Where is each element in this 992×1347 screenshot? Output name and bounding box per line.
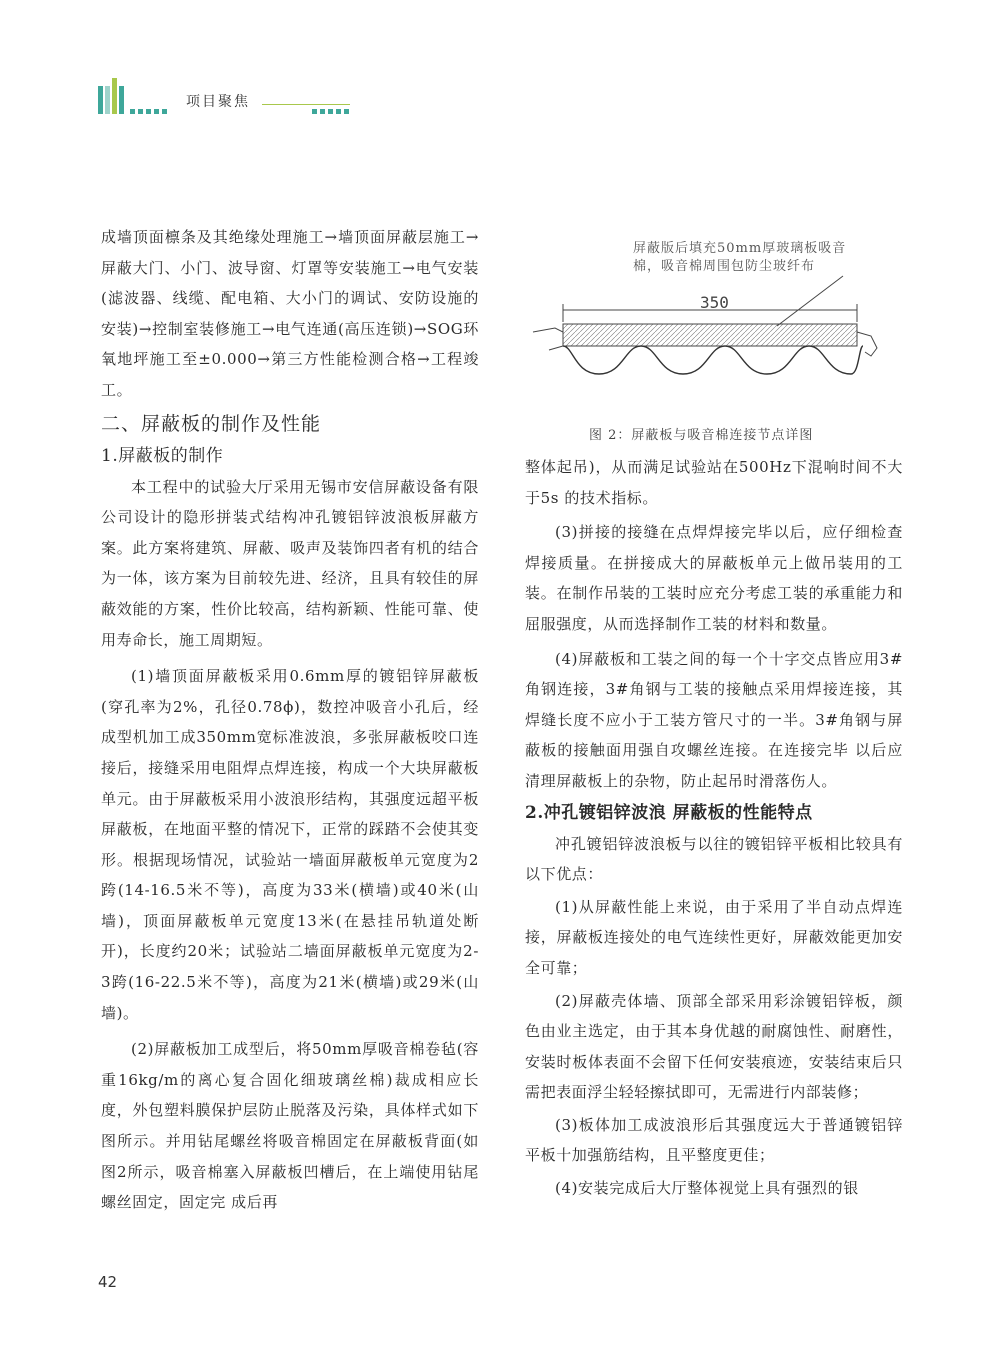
body-paragraph: (4)屏蔽板和工装之间的每一个十字交点皆应用3#角钢连接，3#角钢与工装的接触点采用焊接连接，其焊缝长度不应小于工装方管尺寸的一半。3#角钢与屏蔽板的接触面用强自攻螺丝连接。在连接完毕 以后应清理屏蔽板上的杂物，防止起吊时滑落伤人。 (525, 649, 903, 790)
logo-dot (138, 109, 143, 114)
logo-dot (154, 109, 159, 114)
body-paragraph: 本工程中的试验大厅采用无锡市安信屏蔽设备有限公司设计的隐形拼装式结构冲孔镀铝锌波浪板屏蔽方案。此方案将建筑、屏蔽、吸声及装饰四者有机的结合为一体，该方案为目前较先进、经济，且具有较佳的屏蔽效能的方案，性价比较高，结构新颖、性能可靠、使用寿命长，施工周期短。 (101, 477, 479, 649)
section-title: 项目聚焦 (186, 94, 250, 110)
subsection-heading: 1.屏蔽板的制作 (101, 445, 224, 466)
panel-edge-left (533, 328, 563, 350)
header-dot (336, 109, 341, 114)
logo-bar (119, 86, 124, 114)
logo-dot (130, 109, 135, 114)
logo-bar (98, 86, 103, 114)
header-dot (320, 109, 325, 114)
dimension-label: 350 (700, 293, 729, 312)
figure-2 (525, 232, 905, 450)
body-paragraph: (1)墙顶面屏蔽板采用0.6mm厚的镀铝锌屏蔽板(穿孔率为2%，孔径0.78ϕ)，数控冲吸音小孔后，经成型机加工成350mm宽标准波浪，多张屏蔽板咬口连接后，接缝采用电阻焊点焊连接，构成一个大块屏蔽板单元。由于屏蔽板采用小波浪形结构，其强度远超平板屏蔽板，在地面平整的情况下，正常的踩踏不会使其变形。根据现场情况，试验站一墙面屏蔽板单元宽度为2跨(14-16.5米不等)，高度为33米(横墙)或40米(山墙)，顶面屏蔽板单元宽度13米(在悬挂吊轨道处断开)，长度约20米；试验站二墙面屏蔽板单元宽度为2-3跨(16-22.5米不等)，高度为21米(横墙)或29米(山墙)。 (101, 667, 479, 1022)
figure-caption: 图 2：屏蔽板与吸音棉连接节点详图 (589, 428, 814, 443)
annotation-line: 屏蔽版后填充50mm厚玻璃板吸音 (633, 241, 847, 256)
page-header (98, 74, 358, 114)
logo-dot (146, 109, 151, 114)
page-number: 42 (98, 1273, 118, 1291)
body-paragraph: 整体起吊)，从而满足试验站在500Hz下混响时间不大于5s 的技术指标。 (525, 458, 903, 507)
header-dot (344, 109, 349, 114)
annotation-line: 棉，吸音棉周围包防尘玻纤布 (633, 259, 816, 274)
header-rule (262, 104, 350, 105)
body-paragraph: (3)板体加工成波浪形后其强度远大于普通镀铝锌平板十加强筋结构，且平整度更佳； (525, 1115, 903, 1165)
section-heading: 二、屏蔽板的制作及性能 (101, 412, 322, 435)
body-paragraph: (1)从屏蔽性能上来说，由于采用了半自动点焊连接，屏蔽板连接处的电气连续性更好，屏蔽效能更加安全可靠； (525, 897, 903, 977)
logo-dot (162, 109, 167, 114)
sound-absorbing-layer (563, 324, 857, 346)
body-paragraph: 冲孔镀铝锌波浪板与以往的镀铝锌平板相比较具有以下优点： (525, 834, 903, 884)
body-paragraph: (2)屏蔽壳体墙、顶部全部采用彩涂镀铝锌板，颜色由业主选定，由于其本身优越的耐腐蚀性、耐磨性，安装时板体表面不会留下任何安装痕迹，安装结束后只需把表面浮尘轻轻擦拭即可，无需进行内部装修； (525, 991, 903, 1102)
header-dot (312, 109, 317, 114)
leader-line (777, 276, 843, 326)
right-column (525, 452, 903, 1204)
logo-bar (105, 86, 110, 114)
body-paragraph: (2)屏蔽板加工成型后，将50mm厚吸音棉卷毡(容重16kg/m的离心复合固化细玻璃丝棉)裁成相应长度，外包塑料膜保护层防止脱落及污染，具体样式如下图所示。并用钻尾螺丝将吸音棉固定在屏蔽板背面(如图2所示，吸音棉塞入屏蔽板凹槽后，在上端使用钻尾螺丝固定，固定完 成后再 (101, 1040, 479, 1212)
logo-bar (112, 78, 117, 114)
left-column (101, 222, 479, 1218)
header-dot (328, 109, 333, 114)
panel-drawing (525, 232, 905, 422)
body-paragraph: (3)拼接的接缝在点焊焊接完毕以后，应仔细检查焊接质量。在拼接成大的屏蔽板单元上做吊装用的工装。在制作吊装的工装时应充分考虑工装的承重能力和屈服强度，从而选择制作工装的材料和数量。 (525, 523, 903, 633)
body-paragraph: (4)安装完成后大厅整体视觉上具有强烈的银 (555, 1179, 859, 1198)
corrugated-panel (563, 346, 863, 374)
subsection-heading: 2.冲孔镀铝锌波浪 屏蔽板的性能特点 (525, 802, 813, 823)
intro-paragraph: 成墙顶面檩条及其绝缘处理施工→墙顶面屏蔽层施工→屏蔽大门、小门、波导窗、灯罩等安装施工→电气安装(滤波器、线缆、配电箱、大小门的调试、安防设施的安装)→控制室装修施工→电气连通(高压连锁)→SOG环氧地坪施工至±0.000→第三方性能检测合格→工程竣工。 (101, 228, 479, 399)
